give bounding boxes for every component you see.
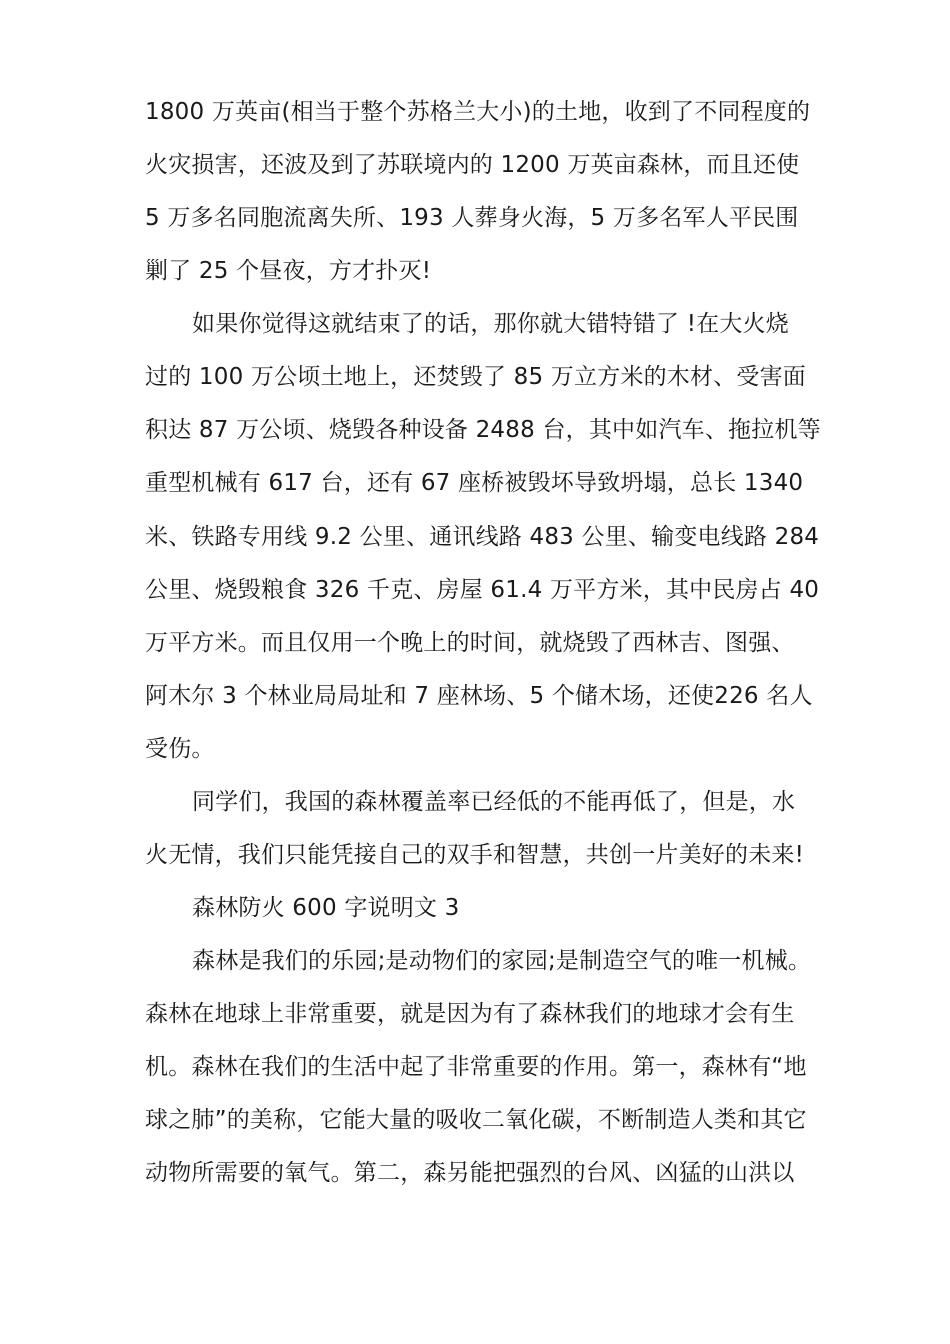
text-line: 1800 万英亩(相当于整个苏格兰大小)的土地，收到了不同程度的 [145,99,811,125]
text-line: 受伤。 [145,736,215,762]
text-line: 5 万多名同胞流离失所、193 人葬身火海，5 万多名军人平民围 [145,205,799,231]
text-line: 万平方米。而且仅用一个晚上的时间，就烧毁了西林吉、图强、 [145,630,795,656]
text-line: 公里、烧毁粮食 326 千克、房屋 61.4 万平方米，其中民房占 40 [145,577,820,603]
text-line: 阿木尔 3 个林业局局址和 7 座林场、5 个储木场，还使226 名人 [145,683,813,709]
text-line: 积达 87 万公顷、烧毁各种设备 2488 台，其中如汽车、拖拉机等 [145,417,821,443]
text-line: 机。森林在我们的生活中起了非常重要的作用。第一，森林有“地 [145,1054,807,1080]
paragraph-first-line: 如果你觉得这就结束了的话，那你就大错特错了 !在大火烧 [192,311,789,337]
text-line: 剿了 25 个昼夜，方才扑灭! [145,258,432,284]
text-line: 森林在地球上非常重要，就是因为有了森林我们的地球才会有生 [145,1001,795,1027]
paragraph-first-line: 同学们，我国的森林覆盖率已经低的不能再低了，但是，水 [192,789,796,815]
text-line: 过的 100 万公顷土地上，还焚毁了 85 万立方米的木材、受害面 [145,364,807,390]
text-line: 米、铁路专用线 9.2 公里、通讯线路 483 公里、输变电线路 284 [145,524,820,550]
text-line: 火无情，我们只能凭接自己的双手和智慧，共创一片美好的未来! [145,842,805,868]
paragraph-first-line: 森林是我们的乐园;是动物们的家园;是制造空气的唯一机械。 [192,948,812,974]
text-line: 球之肺”的美称，它能大量的吸收二氧化碳，不断制造人类和其它 [145,1107,807,1133]
text-line: 重型机械有 617 台，还有 67 座桥被毁坏导致坍塌，总长 1340 [145,470,804,496]
text-line: 动物所需要的氧气。第二，森另能把强烈的台风、凶猛的山洪以 [145,1160,795,1186]
text-line: 火灾损害，还波及到了苏联境内的 1200 万英亩森林，而且还使 [145,152,800,178]
section-heading: 森林防火 600 字说明文 3 [192,895,460,921]
